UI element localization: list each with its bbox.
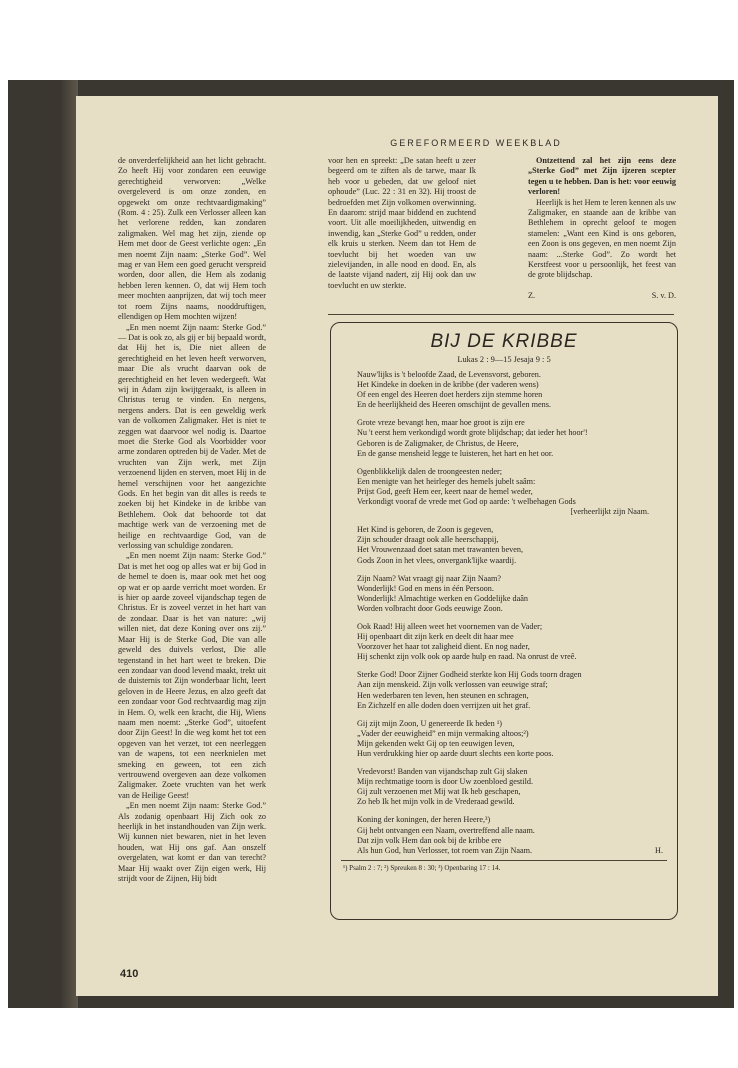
poem-line: Gods Zoon in het vlees, onvergank'lijke waardij. [357, 555, 517, 565]
poem-stanza [357, 719, 663, 759]
magazine-page [76, 96, 718, 996]
poem-stanza [357, 418, 663, 458]
poem-stanza [357, 622, 663, 662]
poem-stanza [357, 525, 663, 565]
footnote-divider [341, 860, 667, 861]
column-1 [118, 156, 266, 956]
poem-line: Als hun God, hun Verlosser, tot roem van Zijn Naam. [357, 845, 533, 855]
running-header: GEREFORMEERD WEEKBLAD [390, 138, 562, 148]
poem-line: Sterke God! Door Zijner Godheid sterkte kon Hij Gods toorn dragen [357, 670, 582, 680]
signature-right: S. v. D. [651, 290, 676, 300]
poem-line: Nu 't eerst hem verkondigd wordt grote blijdschap; dat ieder het hoor'! [357, 428, 588, 438]
poem-title: BIJ DE KRIBBE [430, 331, 578, 352]
poem-line: Het Vrouwenzaad doet satan met trawanten beven, [357, 545, 523, 555]
poem-line: Hun verdrukking hier op aarde duurt slechts een korte poos. [357, 749, 554, 758]
section-rule [328, 314, 674, 315]
poem-line: En Zichzelf en alle doden doen verrijzen uit het graf. [357, 700, 531, 710]
poem-line: Hij schenkt zijn volk ook op aarde hulp en raad. Na onrust de vreê. [357, 652, 577, 662]
col3-paragraph: Heerlijk is het Hem te leren kennen als uw Zaligmaker, en staande aan de kribbe van Bethlehem in oprecht geloof te mogen stamelen: „Want een Kind is ons geboren, een Zoon is ons gegeven, en men noemt Zijn naam: ...Sterke God”. Zo wordt het Kerstfeest voor u persoonlijk, het feest van de grote blijdschap. [528, 197, 676, 280]
poem-stanza [357, 670, 663, 710]
column-2 [328, 156, 476, 322]
poem-final-line [357, 846, 663, 856]
poem-line: Grote vreze bevangt hen, maar hoe groot is zijn ere [357, 418, 525, 428]
poem-line: Wonderlijk! God en mens in één Persoon. [357, 583, 494, 593]
poem-line: Het Kindeke in doeken in de kribbe (der vaderen wens) [357, 380, 539, 390]
column-3 [528, 156, 676, 322]
poem-body [357, 370, 663, 856]
poem-line: Het Kind is geboren, de Zoon is gegeven, [357, 525, 494, 535]
poem-footnotes: ¹) Psalm 2 : 7; ²) Spreuken 8 : 30; ³) Openbaring 17 : 14. [343, 863, 501, 872]
col3-paragraph: Ontzettend zal het zijn eens deze „Sterke God” met Zijn ijzeren scepter tegen u te hebben. Dan is het: voor eeuwig verloren! [528, 156, 676, 197]
poem-stanza [357, 815, 663, 855]
poem-box [330, 322, 678, 920]
poem-line: Koning der koningen, der heren Heere,³) [357, 815, 491, 825]
poem-line: Ogenblikkelijk dalen de troongeesten neder; [357, 466, 503, 476]
poem-line: Mijn gekenden wekt Gij op ten eeuwigen leven, [357, 738, 515, 748]
poem-reference: Lukas 2 : 9—15 Jesaja 9 : 5 [457, 355, 551, 364]
poem-stanza [357, 574, 663, 614]
poem-line: Zijn schouder draagt ook alle heerschappij, [357, 535, 499, 545]
poem-signature: H. [655, 845, 663, 855]
poem-line: Geboren is de Zaligmaker, de Christus, de Heere, [357, 438, 519, 448]
poem-line: Ook Raad! Hij alleen weet het voornemen van de Vader; [357, 621, 543, 631]
poem-line: Worden volbracht door Gods eeuwige Zoon. [357, 603, 503, 613]
poem-line: Of een engel des Heeren doet herders zijn stemme horen [357, 390, 543, 400]
poem-line: „Vader der eeuwigheid” en mijn vermaking altoos;²) [357, 728, 529, 738]
col1-paragraph: de onverderfelijkheid aan het licht gebracht. Zo heeft Hij voor zondaren een eeuwige gerechtigheid verworven: „Welke overgeleverd is om onze zonden, en opgewekt om onze rechtvaardigmaking” (Rom. 4 : 25). Zulk een Verlosser alleen kan het verlorene redden, kan zondaren zaligmaken. Wel mag het zijn, ziende op Hem met door de Geest verlichte ogen: „En men noemt Zijn naam: „Sterke God”. Wel mag er van Hem een goed gerucht verspreid worden, door allen, die Hem als zodanig hebben leren kennen. O, dat wij Hem toch meer mochten aanprijzen, dat wij toch meer tot roem Zijns naams, nooddruftigen, ellendigen op Hem mochten wijzen! [118, 156, 266, 322]
poem-stanza [357, 467, 663, 517]
article-signature [528, 291, 676, 301]
poem-line: Vredevorst! Banden van vijandschap zult Gij slaken [357, 767, 528, 777]
poem-line: Zo heb Ik het mijn volk in de Vrederaad gewild. [357, 797, 515, 807]
poem-line: Aan zijn menskeid. Zijn volk verlossen van eeuwige straf; [357, 680, 548, 690]
poem-line: En de heerlijkheid des Heeren omschijnt de gevallen mens. [357, 400, 551, 410]
poem-line: Wonderlijk! Almachtige werken en Goddelijke daân [357, 593, 528, 603]
poem-line: Prijst God, geeft Hem eer, keert naar de hemel weder, [357, 486, 533, 496]
poem-line: Hen wederbaren ten leven, hen steunen en schragen, [357, 690, 529, 700]
signature-left: Z. [528, 290, 536, 300]
poem-stanza [357, 767, 663, 807]
poem-stanza [357, 370, 663, 410]
poem-line: Zijn Naam? Wat vraagt gij naar Zijn Naam? [357, 573, 502, 583]
col1-paragraph: „En men noemt Zijn naam: Sterke God.” — Dat is ook zo, als gij er bij bepaald wordt, dat Hij het is, Die niet alleen de gerechtigheid en het leven heeft verworven, maar Die als vrucht daarvan ook de gerechtigheid en het leven wedergeeft. Wat wij in Adam zijn kwijtgeraakt, is alleen in Christus terug te vinden. En nergens, nergens anders. Dat is een geweldig werk van de volkomen Zaligmaker. Het is niet te zeggen wat daarvoor wel nodig is. Daartoe moet die Sterke God als Voorbidder voor arme zondaren optreden bij de Vader. Met de vruchten van Zijn werk, met Zijn verzoenend lijden en sterven, moet Hij in de hemel verschijnen voor het aangezichte Gods. En het begin van dit alles is reeds te zoeken bij het Kindeke in de kribbe van Bethlehem. Ook dat behoorde tot dat machtige werk van de verzoening met de heilige en rechtvaardige God, van de verlossing van schuldige zondaren. [118, 322, 266, 551]
poem-line: Hij openbaart dit zijn kerk en deelt dit haar mee [357, 632, 514, 642]
col1-paragraph: „En men noemt Zijn naam: Sterke God.” Dat is met het oog op alles wat er bij God in de hemel te doen is, maar ook met het oog op wat er op aarde verricht moet worden. Er is hier op aarde zoveel vijandschap tegen de Christus. Er is zoveel verzet in het hart van de zondaar. Daar is het van nature: „wij willen niet, dat deze Koning over ons zij.” Maar Hij is de Sterke God, Die van alle geweld des duivels verlost, Die alle tegenstand in het hart weet te breken. Die een zondaar van dood levend maakt, trekt uit de duisternis tot Zijn wonderbaar licht, leert geloven in de Heere Jezus, en alzo geeft dat een zondaar voor God rechtvaardig mag zijn in Hem. O, welk een kracht, die Hij, Wiens naam men noemt: „Sterke God”, uitoefent door Zijn Geest! In die weg komt het tot een opgeven van het verzet, tot een neerleggen van de wapens, tot een neerknielen met smeking en geween, tot een zich vertrouwend overgeven aan deze volkomen Zaligmaker. Zoete vruchten van het werk van de Heilige Geest! [118, 551, 266, 800]
page-number: 410 [120, 968, 139, 980]
poem-line: Een menigte van het heirleger des hemels jubelt saâm: [357, 476, 536, 486]
poem-line: Gij zult verzoenen met Mij wat Ik heb geschapen, [357, 787, 521, 797]
poem-line: Gij zijt mijn Zoon, U genereerde Ik heden ¹) [357, 718, 503, 728]
poem-line: Dat zijn volk Hem dan ook bij de kribbe ere [357, 835, 502, 845]
poem-line: Verkondigt vooraf de vrede met God op aarde: 't welbehagen Gods [357, 497, 576, 507]
poem-line: Nauw'lijks is 't beloofde Zaad, de Levensvorst, geboren. [357, 370, 541, 379]
col2-paragraph: voor hen en spreekt: „De satan heeft u zeer begeerd om te ziften als de tarwe, maar Ik heb voor u gebeden, dat uw geloof niet ophoude” (Luc. 22 : 31 en 32). Hij troost de bedroefden met Zijn volkomen overwinning. En daarom: strijd maar biddend en zuchtend voort. Uit alle moeilijkheden, uitwendig en inwendig, kan „Sterke God” u redden, onder elk kruis u sterken. Neem dan tot Hem de toevlucht bij het woeden van uw zielevijanden, in alle nood en dood. En, als de laatste vijand nadert, zij Hij ook dan uw toevlucht en uw sterkte. [328, 156, 476, 290]
poem-line: Voorzover het haar tot zaligheid dient. En nog nader, [357, 642, 530, 652]
poem-line: Gij hebt ontvangen een Naam, overtreffend alle naam. [357, 825, 535, 835]
col1-paragraph: „En men noemt Zijn naam: Sterke God.” Als zodanig openbaart Hij Zich ook zo heerlijk in het instandhouden van Zijn werk. Wij kunnen niet bewaren, niet in het leven houden, wat Hij ons gaf. Aan onszelf overgelaten, wat komt er dan van terecht? Maar Hij waakt over Zijn eigen werk, Hij strijdt voor de Zijnen, Hij bidt [118, 801, 266, 884]
poem-line-continuation: [verheerlijkt zijn Naam. [570, 507, 649, 517]
poem-line: En de ganse mensheid legge te luisteren, het hart en het oor. [357, 448, 554, 458]
poem-line: Mijn rechtmatige toorn is door Uw zoenbloed gestild. [357, 777, 533, 787]
